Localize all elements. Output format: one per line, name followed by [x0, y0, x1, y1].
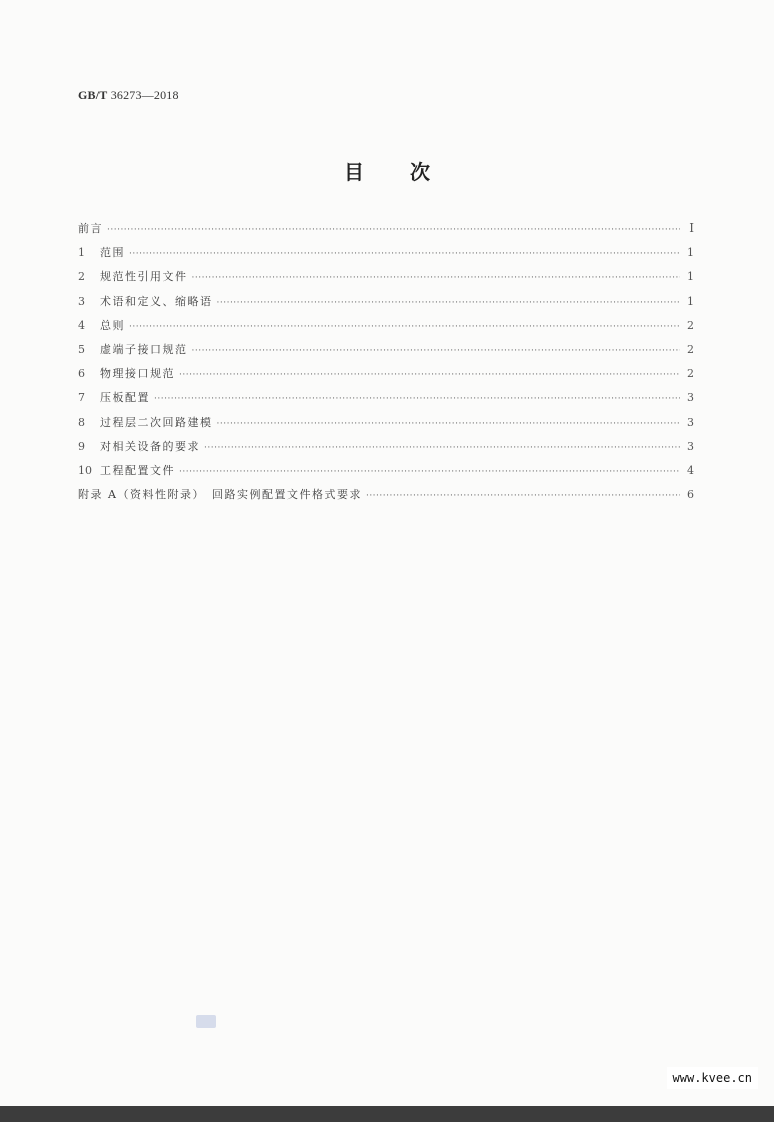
toc-entry-text: 范围: [100, 246, 125, 260]
toc-entry-number: 4: [78, 318, 85, 332]
toc-entry-text: 物理接口规范: [100, 367, 175, 381]
standard-number: 36273—2018: [110, 88, 179, 102]
toc-entry-3[interactable]: [78, 293, 694, 317]
toc-title-char-2: 次: [410, 160, 430, 184]
toc-leader-dots: [179, 370, 680, 380]
toc-entry-text: 前言: [78, 222, 103, 235]
toc-entry-foreword[interactable]: [78, 220, 694, 244]
toc-entry-10[interactable]: [78, 462, 694, 486]
toc-entry-text: 附录 A（资料性附录） 回路实例配置文件格式要求: [78, 488, 362, 502]
toc-leader-dots: [217, 419, 681, 429]
toc-leader-dots: [192, 273, 681, 283]
toc-entry-page: 6: [687, 488, 694, 502]
toc-entry-7[interactable]: [78, 389, 694, 413]
footer-bar: [0, 1106, 774, 1122]
toc-entry-page: 3: [687, 415, 694, 429]
toc-leader-dots: [129, 322, 680, 332]
toc-leader-dots: [107, 225, 680, 235]
toc-entry-text: 总则: [100, 318, 125, 332]
toc-entry-number: 2: [78, 270, 85, 284]
toc-entry-text: 压板配置: [100, 391, 150, 405]
toc-entry-page: 1: [687, 294, 694, 308]
standard-prefix: GB/T: [78, 88, 108, 102]
toc-entry-page: 3: [687, 439, 694, 453]
toc-leader-dots: [192, 346, 681, 356]
toc-entry-appendix-a[interactable]: [78, 486, 694, 510]
toc-entry-number: 9: [78, 439, 85, 453]
toc-entry-text: 对相关设备的要求: [100, 439, 200, 453]
toc-entry-number: 3: [78, 294, 85, 308]
toc-entry-number: 8: [78, 415, 85, 429]
toc-leader-dots: [154, 394, 680, 404]
toc-entry-text: 术语和定义、缩略语: [100, 294, 213, 308]
toc-entry-4[interactable]: [78, 317, 694, 341]
toc-entry-page: 1: [687, 270, 694, 284]
toc-entry-number: 6: [78, 367, 85, 381]
scan-mark: [196, 1015, 216, 1028]
toc-entry-page: 4: [687, 463, 694, 477]
toc-entry-9[interactable]: [78, 438, 694, 462]
toc-entry-text: 过程层二次回路建模: [100, 415, 213, 429]
toc-leader-dots: [366, 491, 680, 501]
toc-leader-dots: [129, 249, 680, 259]
toc-entry-page: 2: [687, 367, 694, 381]
toc-leader-dots: [204, 443, 680, 453]
toc-entry-6[interactable]: [78, 365, 694, 389]
toc-entry-page: 3: [687, 391, 694, 405]
toc-entry-number: 7: [78, 391, 85, 405]
toc-entry-text: 工程配置文件: [100, 463, 175, 477]
toc-entry-8[interactable]: [78, 414, 694, 438]
site-watermark: www.kvee.cn: [667, 1067, 758, 1089]
toc-title: [0, 156, 774, 185]
toc-entry-page: I: [689, 221, 694, 235]
toc-entry-1[interactable]: [78, 244, 694, 268]
toc-leader-dots: [217, 298, 681, 308]
toc-entry-text: 虚端子接口规范: [100, 342, 188, 356]
toc-entry-text: 规范性引用文件: [100, 270, 188, 284]
table-of-contents: [78, 220, 694, 510]
document-header: [78, 88, 179, 103]
toc-leader-dots: [179, 467, 680, 477]
toc-entry-2[interactable]: [78, 268, 694, 292]
toc-entry-number: 1: [78, 246, 85, 260]
toc-entry-page: 2: [687, 342, 694, 356]
toc-entry-5[interactable]: [78, 341, 694, 365]
toc-entry-number: 10: [78, 463, 92, 477]
toc-entry-page: 1: [687, 246, 694, 260]
toc-entry-number: 5: [78, 342, 85, 356]
toc-title-char-1: 目: [344, 160, 364, 184]
toc-entry-page: 2: [687, 318, 694, 332]
